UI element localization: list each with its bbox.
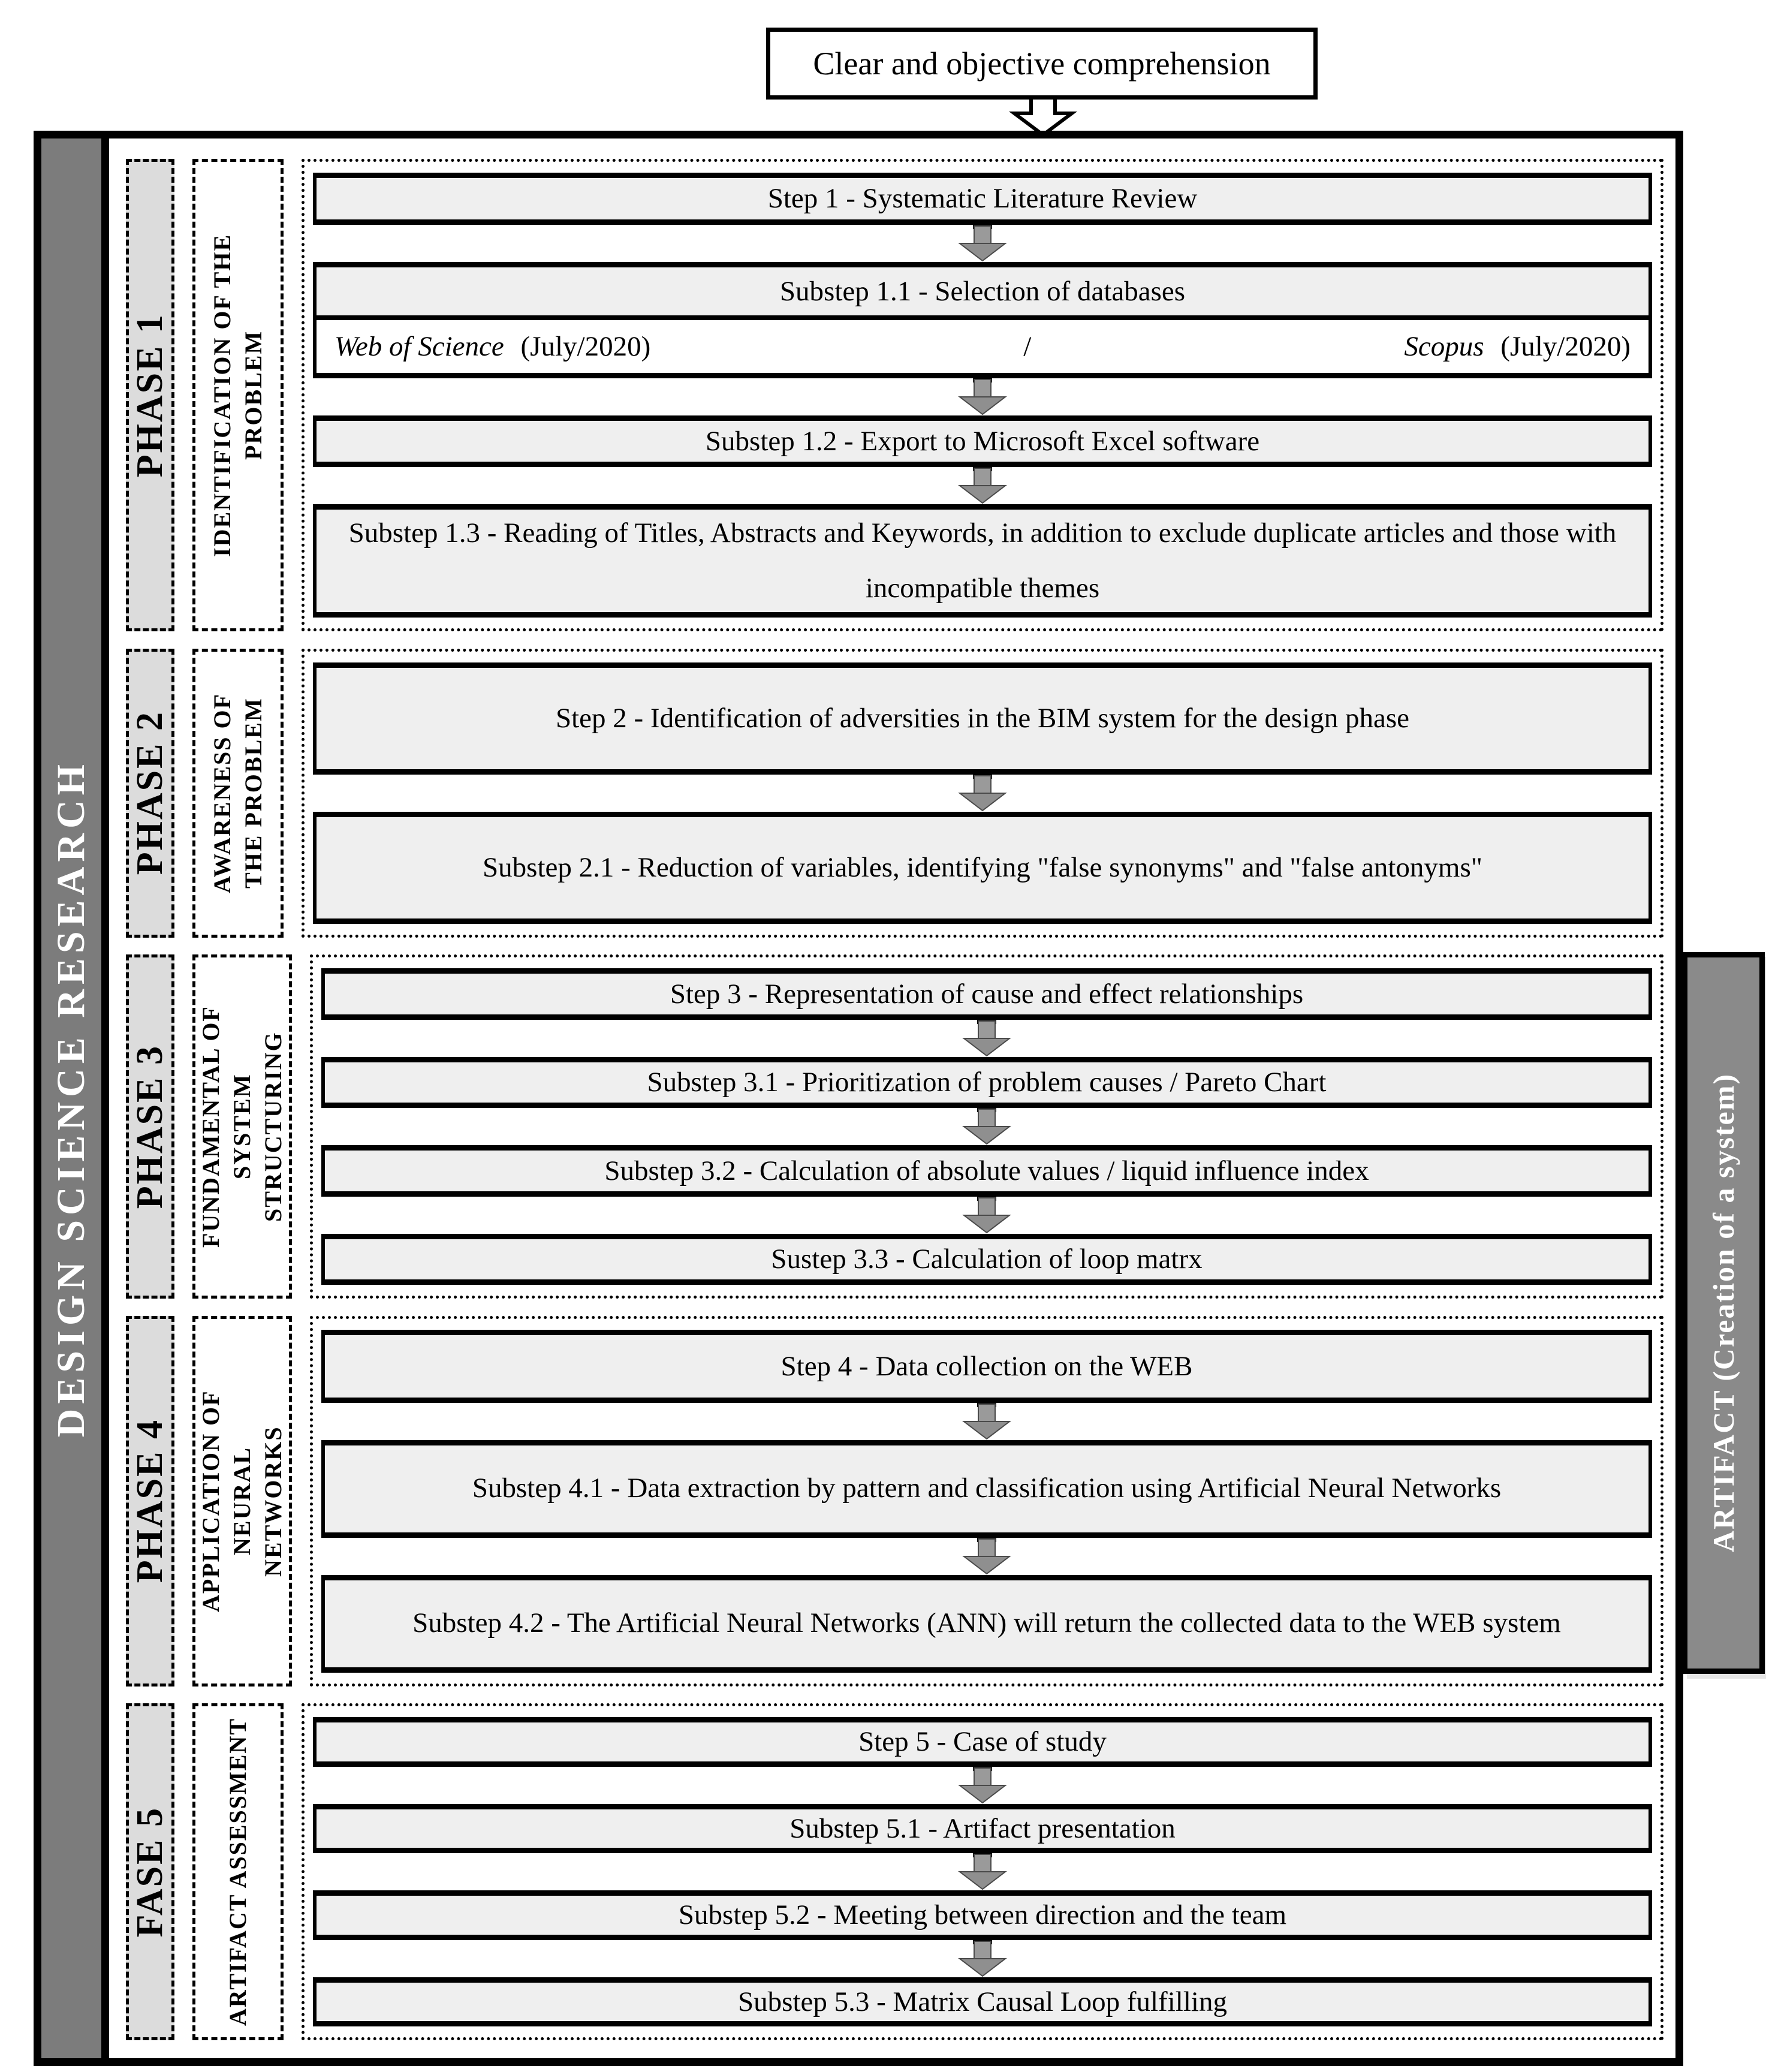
phase-1-content: [302, 159, 1663, 631]
phase-5-label-box: [126, 1703, 174, 2040]
phase-4-sublabel: APPLICATION OF NEURAL NETWORKS: [197, 1390, 287, 1612]
phase-1-row: [126, 159, 1663, 631]
phase-2-label-box: [126, 649, 174, 938]
step-text: Step 5 - Case of study: [858, 1726, 1107, 1758]
phases-container: [109, 138, 1675, 2058]
arrow-slot: [313, 1767, 1652, 1804]
phase-2-row: [126, 649, 1663, 938]
phase-5-sublabel: ARTIFACT ASSESSMENT: [224, 1717, 251, 2026]
phase-3-sublabel: FUNDAMENTAL OF SYSTEM STRUCTURING: [197, 1005, 287, 1248]
arrow-slot: [313, 467, 1652, 504]
step-text: Substep 3.1 - Prioritization of problem causes / Pareto Chart: [647, 1067, 1327, 1098]
database-detail-row: [317, 320, 1649, 373]
down-arrow-icon: [951, 1108, 1023, 1145]
phase-2-sublabel: AWARENESS OF THE PROBLEM: [209, 692, 267, 893]
step-text: Substep 4.1 - Data extraction by pattern and classification using Artificial Neural Networks: [472, 1472, 1502, 1504]
step-text: Sustep 3.3 - Calculation of loop matrx: [771, 1243, 1203, 1275]
step-text: Substep 1.1 - Selection of databases: [779, 275, 1186, 307]
arrow-slot: [313, 378, 1652, 415]
phase-1-label: PHASE 1: [129, 312, 170, 478]
step-text: Substep 1.2 - Export to Microsoft Excel software: [705, 425, 1260, 457]
step-text: Substep 5.2 - Meeting between direction and the team: [678, 1899, 1287, 1931]
phase-1-sublabel: IDENTIFICATION OF THE PROBLEM: [209, 233, 267, 557]
phase-3-row: [126, 954, 1663, 1299]
phase-3-label: PHASE 3: [129, 1044, 170, 1209]
phase-3-label-box: [126, 954, 174, 1299]
step-box: [313, 662, 1652, 775]
arrow-slot: [313, 1853, 1652, 1890]
arrow-slot: [321, 1020, 1652, 1057]
step-text: Substep 5.3 - Matrix Causal Loop fulfilling: [738, 1986, 1227, 2017]
step-box: [321, 1234, 1652, 1285]
step-box: [321, 1440, 1652, 1538]
phase-2-label: PHASE 2: [129, 710, 170, 875]
step-box: [313, 1717, 1652, 1767]
down-arrow-icon: [947, 467, 1018, 504]
step-box: [321, 1057, 1652, 1109]
step-box: [313, 415, 1652, 468]
down-arrow-icon: [947, 1940, 1018, 1977]
phase-2-content: [302, 649, 1663, 938]
arrow-slot: [313, 225, 1652, 262]
step-text: Step 4 - Data collection on the WEB: [780, 1350, 1193, 1382]
comprehension-label: Clear and objective comprehension: [813, 46, 1271, 82]
phase-5-content: [302, 1703, 1663, 2040]
phase-1-sublabel-box: [192, 159, 284, 631]
step-box: [313, 1804, 1652, 1854]
phase-4-row: [126, 1316, 1663, 1686]
arrow-slot: [313, 775, 1652, 812]
down-arrow-icon: [947, 1767, 1018, 1804]
phase-5-row: [126, 1703, 1663, 2040]
step-text: Substep 2.1 - Reduction of variables, identifying "false synonyms" and "false antonyms": [483, 851, 1482, 883]
phase-2-sublabel-box: [192, 649, 284, 938]
phase-4-label-box: [126, 1316, 174, 1686]
step-box: [313, 1890, 1652, 1940]
artifact-bar: [1682, 952, 1765, 1674]
step-text: Step 2 - Identification of adversities in the BIM system for the design phase: [555, 702, 1410, 734]
arrow-slot: [313, 1940, 1652, 1977]
phase-3-content: [310, 954, 1663, 1299]
step-box: [321, 968, 1652, 1020]
arrow-slot: [321, 1108, 1652, 1145]
step-text: Substep 1.3 - Reading of Titles, Abstracts and Keywords, in addition to exclude duplicate articles and those with incompatible themes: [348, 517, 1617, 604]
step-text: Step 1 - Systematic Literature Review: [767, 183, 1198, 215]
phase-4-content: [310, 1316, 1663, 1686]
phase-5-sublabel-box: [192, 1703, 284, 2040]
design-science-research-label: DESIGN SCIENCE RESEARCH: [49, 759, 93, 1438]
database-left-name: Web of Science: [334, 330, 504, 362]
step-box: [321, 1575, 1652, 1673]
phase-4-sublabel-box: [192, 1316, 292, 1686]
comprehension-box: [766, 28, 1318, 100]
arrow-slot: [321, 1403, 1652, 1440]
design-science-research-frame: [34, 131, 1683, 2066]
step-box: [313, 1977, 1652, 2027]
phase-3-sublabel-box: [192, 954, 292, 1299]
arrow-slot: [321, 1197, 1652, 1234]
step-header: [317, 267, 1649, 320]
down-arrow-icon: [951, 1538, 1023, 1575]
step-box: [321, 1330, 1652, 1403]
step-box: [313, 173, 1652, 225]
arrow-slot: [321, 1538, 1652, 1575]
database-right: [1404, 330, 1631, 363]
step-text: Step 3 - Representation of cause and effect relationships: [670, 978, 1304, 1010]
phase-5-label: FASE 5: [129, 1806, 170, 1938]
design-science-research-bar: [41, 138, 109, 2058]
step-box: [313, 812, 1652, 924]
down-arrow-icon: [951, 1020, 1023, 1057]
phase-1-label-box: [126, 159, 174, 631]
step-box-with-detail: [313, 262, 1652, 378]
phase-4-label: PHASE 4: [129, 1419, 170, 1583]
step-box: [313, 504, 1652, 618]
down-arrow-icon: [947, 225, 1018, 262]
database-left: [334, 330, 650, 363]
database-left-date: (July/2020): [520, 330, 651, 362]
database-separator: /: [1023, 330, 1032, 362]
step-box: [321, 1145, 1652, 1197]
down-arrow-icon: [951, 1197, 1023, 1234]
database-right-date: (July/2020): [1500, 330, 1631, 362]
step-text: Substep 5.1 - Artifact presentation: [789, 1812, 1176, 1844]
down-arrow-icon: [947, 775, 1018, 812]
down-arrow-icon: [947, 378, 1018, 415]
down-arrow-icon: [951, 1403, 1023, 1440]
database-right-name: Scopus: [1404, 330, 1484, 362]
step-text: Substep 4.2 - The Artificial Neural Networks (ANN) will return the collected data to the WEB system: [412, 1607, 1561, 1639]
artifact-label: ARTIFACT (Creation of a system): [1707, 1073, 1740, 1553]
down-arrow-icon: [947, 1853, 1018, 1890]
step-text: Substep 3.2 - Calculation of absolute values / liquid influence index: [604, 1155, 1369, 1186]
